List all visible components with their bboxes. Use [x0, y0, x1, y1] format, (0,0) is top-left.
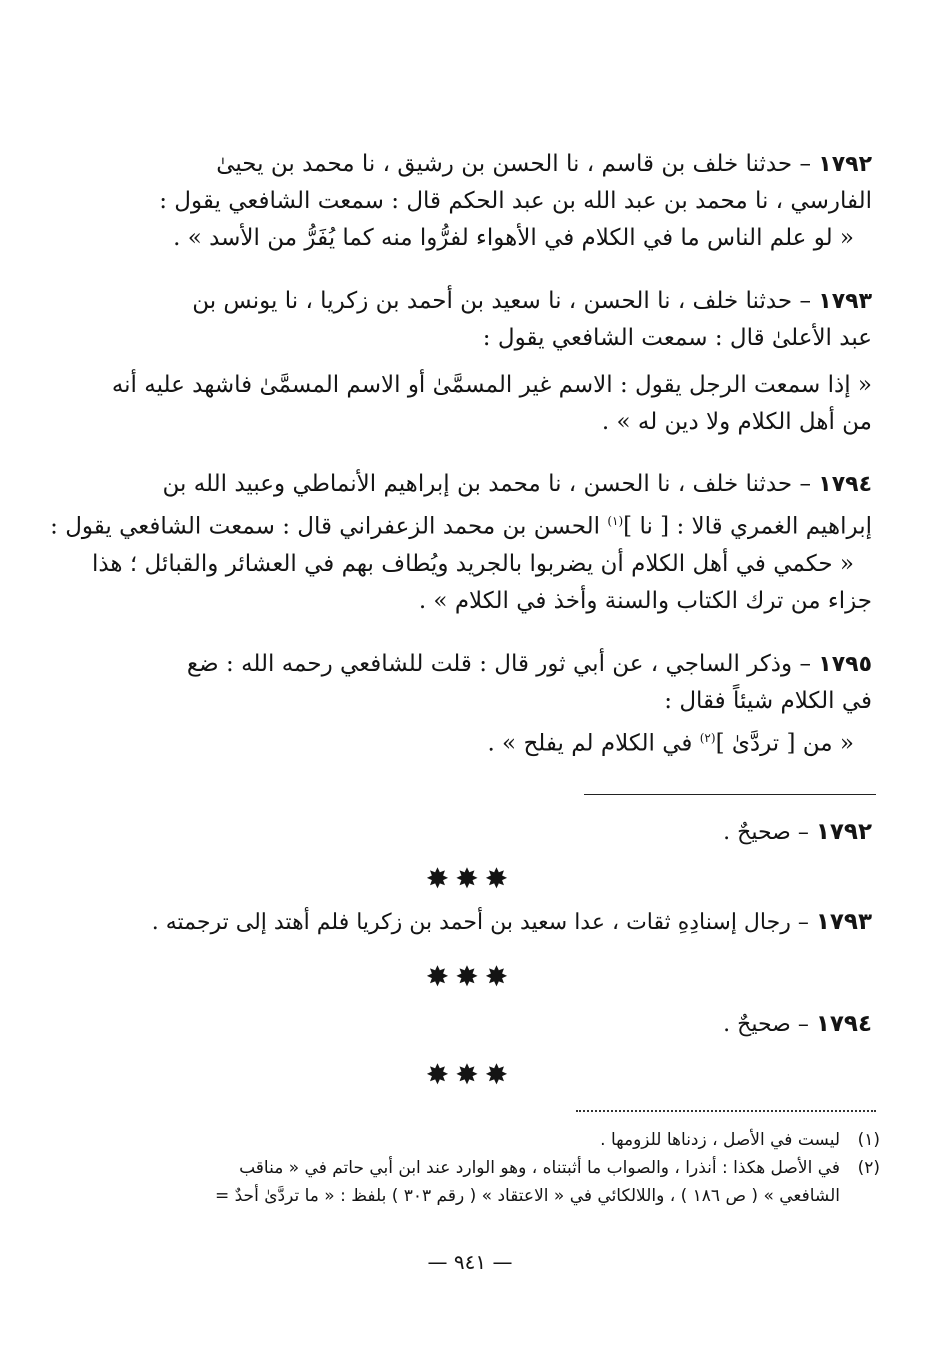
hadith-quote: جزاء من ترك الكتاب والسنة وأخذ في الكلام » . — [418, 587, 872, 614]
hadith-quote: « إذا سمعت الرجل يقول : الاسم غير المسمَّىٰ أو الاسم المسمَّىٰ فاشهد عليه أنه — [111, 372, 872, 398]
hadith-line — [172, 283, 872, 320]
hadith-line — [162, 466, 872, 503]
footnote-1 — [180, 1126, 880, 1154]
footnote-continuation: الشافعي » ( ص ١٨٦ ) ، واللالكائي في « الاعتقاد » ( رقم ٣٠٣ ) بلفظ : « ما تردَّىٰ أحدٌ = — [214, 1186, 840, 1206]
hadith-quote: « حكمي في أهل الكلام أن يضربوا بالجريد ويُطاف بهم في العشائر والقبائل ؛ هذا — [91, 550, 854, 577]
footnote-text: في الأصل هكذا : أنذرا ، والصواب ما أثبتناه ، وهو الوارد عند ابن أبي حاتم في « مناقب — [239, 1158, 840, 1178]
commentary-text: – صحيحٌ . — [723, 1012, 809, 1037]
hadith-text: – وذكر الساجي ، عن أبي ثور قال : قلت للشافعي رحمه الله : ضع — [186, 651, 811, 677]
hadith-text: « من [ تردَّىٰ ] — [715, 730, 854, 757]
hadith-1795 — [172, 646, 872, 763]
hadith-quote: « لو علم الناس ما في الكلام في الأهواء لفرُّوا منه كما يُفَرُّ من الأسد » . — [173, 225, 854, 251]
commentary-number: ١٧٩٣ — [815, 909, 872, 935]
hadith-number: ١٧٩٥ — [818, 652, 872, 677]
commentary-text: – صحيحٌ . — [723, 820, 809, 845]
footnote-2 — [180, 1154, 880, 1182]
commentary-1794 — [112, 1007, 872, 1042]
hadith-text: – حدثنا خلف ، نا الحسن ، نا سعيد بن أحمد بن زكريا ، نا يونس بن — [192, 288, 811, 314]
hadith-text: – حدثنا خلف ، نا الحسن ، نا محمد بن إبراهيم الأنماطي وعبيد الله بن — [162, 471, 811, 497]
star-separator: ✸✸✸ — [425, 862, 515, 895]
footnote-marker: (١) — [607, 514, 624, 528]
footnote-number: (٢) — [857, 1158, 880, 1178]
commentary-text: – رجال إسنادِهِ ثقات ، عدا سعيد بن أحمد بن زكريا فلم أهتد إلى ترجمته . — [151, 910, 809, 935]
hadith-line: الفارسي ، نا محمد بن عبد الله بن عبد الحكم قال : سمعت الشافعي يقول : — [159, 188, 872, 214]
hadith-text: الحسن بن محمد الزعفراني قال : سمعت الشافعي يقول : — [50, 513, 601, 540]
section-divider — [584, 794, 876, 795]
footnote-divider — [576, 1110, 876, 1112]
hadith-number: ١٧٩٤ — [818, 472, 872, 497]
footnote-number: (١) — [857, 1130, 880, 1150]
commentary-number: ١٧٩٢ — [815, 819, 872, 845]
commentary-1792 — [112, 815, 872, 850]
hadith-number: ١٧٩٣ — [818, 289, 872, 314]
hadith-1792 — [159, 146, 872, 257]
hadith-line: عبد الأعلىٰ قال : سمعت الشافعي يقول : — [482, 325, 872, 351]
hadith-1793 — [111, 283, 872, 441]
hadith-line — [50, 503, 872, 546]
hadith-text: – حدثنا خلف بن قاسم ، نا الحسن بن رشيق ، نا محمد بن يحيىٰ — [216, 151, 811, 177]
hadith-quote — [172, 720, 872, 763]
commentary-number: ١٧٩٤ — [815, 1011, 872, 1037]
footnotes — [180, 1126, 880, 1210]
hadith-line — [172, 646, 872, 683]
page-number: — ٩٤١ — — [427, 1250, 513, 1274]
star-separator: ✸✸✸ — [425, 1058, 515, 1091]
hadith-line: في الكلام شيئاً فقال : — [664, 688, 872, 714]
hadith-1794 — [50, 466, 872, 620]
star-separator: ✸✸✸ — [425, 960, 515, 993]
hadith-text: في الكلام لم يفلح » . — [487, 730, 693, 757]
hadith-text: إبراهيم الغمري قالا : [ نا ] — [623, 513, 872, 540]
footnote-marker: (٢) — [699, 731, 716, 745]
commentary-1793 — [112, 905, 872, 940]
hadith-number: ١٧٩٢ — [818, 152, 872, 177]
footnote-text: ليست في الأصل ، زدناها للزومها . — [600, 1130, 840, 1150]
hadith-line — [172, 146, 872, 183]
hadith-quote: من أهل الكلام ولا دين له » . — [601, 409, 872, 435]
